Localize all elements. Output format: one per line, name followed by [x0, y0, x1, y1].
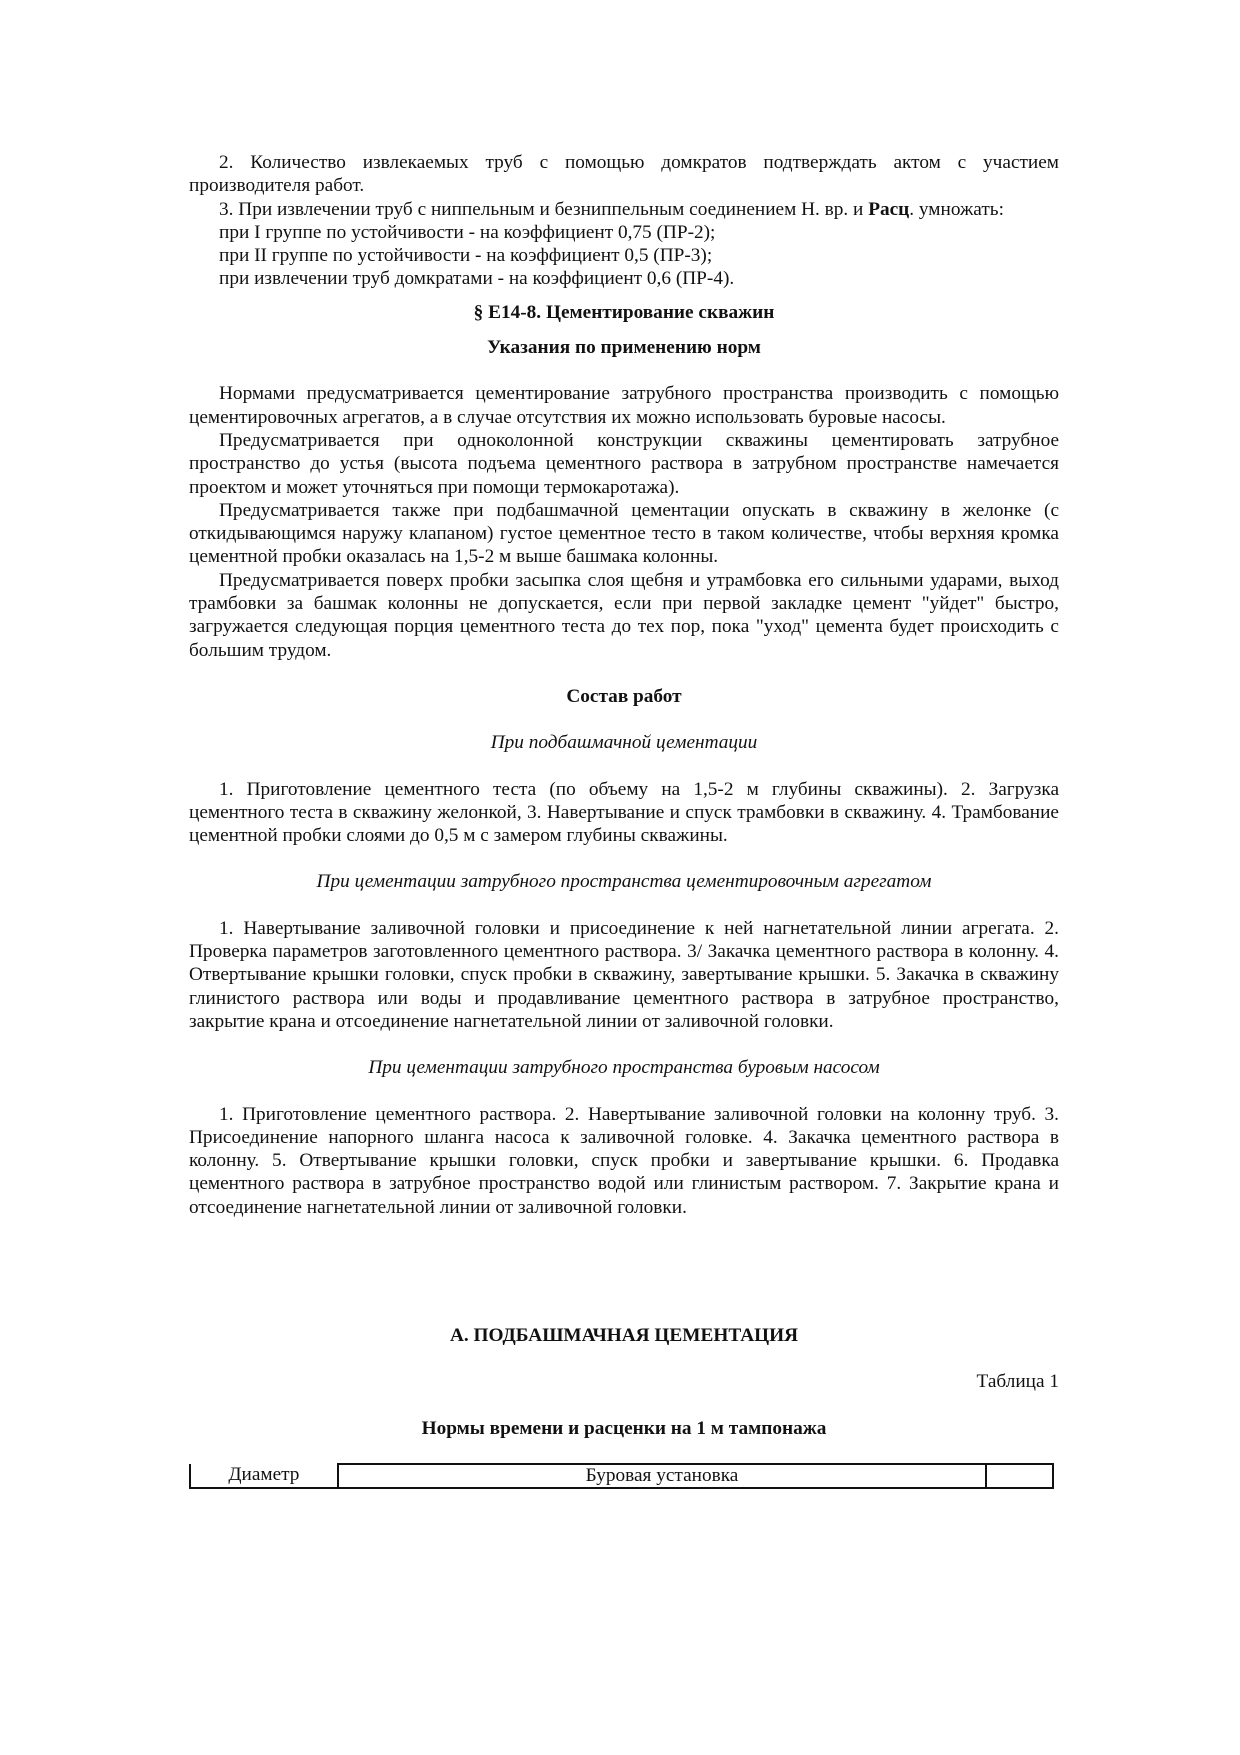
coefficient-item-1: при I группе по устойчивости - на коэффициент 0,75 (ПР-2); — [219, 221, 716, 243]
table-header-empty — [986, 1464, 1053, 1488]
table-header-rig: Буровая установка — [338, 1464, 986, 1488]
paragraph-coefficients — [189, 198, 1059, 221]
table-number: Таблица 1 — [976, 1371, 1059, 1393]
work-title: Состав работ — [566, 685, 682, 707]
guidance-paragraph-2: Предусматривается при одноколонной конструкции скважины цементировать затрубное пространство до устья (высота подъема цементного раствора в затрубном пространстве намечается проектом и может уточняться при помощи термокаротажа). — [189, 429, 1059, 498]
work-subheading-3: При цементации затрубного пространства буровым насосом — [368, 1057, 880, 1079]
section-title: § Е14-8. Цементирование скважин — [473, 301, 775, 323]
coefficient-item-3: при извлечении труб домкратами - на коэффициент 0,6 (ПР-4). — [219, 268, 735, 290]
table-header-row — [190, 1464, 1053, 1488]
table-header-diameter: Диаметр — [190, 1464, 338, 1488]
work-text-1: 1. Приготовление цементного теста (по объему на 1,5-2 м глубины скважины). 2. Загрузка цементного теста в скважину желонкой, 3. Навертывание и спуск трамбовки в скважину. 4. Трамбование цементной пробки слоями до 0,5 м с замером глубины скважины. — [189, 778, 1059, 847]
work-text-3: 1. Приготовление цементного раствора. 2. Навертывание заливочной головки на колонну труб. 3. Присоединение напорного шланга насоса к заливочной головке. 4. Закачка цементного раствора в колонну. 5. Отвертывание крышки головки, спуск пробки и завертывание крышки. 6. Продавка цементного раствора в затрубное пространство водой или глинистым раствором. 7. Закрытие крана и отсоединение нагнетательной линии от заливочной головки. — [189, 1103, 1059, 1218]
part-a-title: А. ПОДБАШМАЧНАЯ ЦЕМЕНТАЦИЯ — [449, 1324, 799, 1346]
work-subheading-2: При цементации затрубного пространства цементировочным агрегатом — [316, 871, 932, 893]
paragraph-pipe-count: 2. Количество извлекаемых труб с помощью домкратов подтверждать актом с участием производителя работ. — [189, 152, 1059, 197]
bold-rasc: Расц — [868, 198, 910, 220]
paragraph-coefficients-tail: . умножать: — [909, 198, 1004, 220]
work-text-2: 1. Навертывание заливочной головки и присоединение к ней нагнетательной линии агрегата. 2. Проверка параметров заготовленного цементного раствора. 3/ Закачка цементного раствора в колонну. 4. Отвертывание крышки головки, спуск пробки в скважину, завертывание крышки. 5. Закачка в скважину глинистого раствора или воды и продавливание цементного раствора в затрубное пространство, закрытие крана и отсоединение нагнетательной линии от заливочной головки. — [189, 917, 1059, 1032]
guidance-paragraph-3: Предусматривается также при подбашмачной цементации опускать в скважину в желонке (с откидывающимся наружу клапаном) густое цементное тесто в таком количестве, чтобы верхняя кромка цементной пробки оказалась на 1,5-2 м выше башмака колонны. — [189, 499, 1059, 568]
guidance-paragraph-4: Предусматривается поверх пробки засыпка слоя щебня и утрамбовка его сильными ударами, выход трамбовки за башмак колонны не допускается, если при первой закладке цемент "уйдет" быстро, загружается следующая порция цементного теста до тех пор, пока "уход" цемента будет происходить с большим трудом. — [189, 569, 1059, 661]
paragraph-coefficients-text: 3. При извлечении труб с ниппельным и безниппельным соединением Н. вр. и — [219, 198, 869, 220]
norms-table — [189, 1463, 1054, 1489]
guidance-title: Указания по применению норм — [487, 337, 761, 359]
document-page — [189, 151, 1059, 1489]
coefficient-item-2: при II группе по устойчивости - на коэффициент 0,5 (ПР-3); — [219, 245, 713, 267]
guidance-paragraph-1: Нормами предусматривается цементирование затрубного пространства производить с помощью цементировочных агрегатов, а в случае отсутствия их можно использовать буровые насосы. — [189, 383, 1059, 428]
table-title: Нормы времени и расценки на 1 м тампонажа — [421, 1417, 827, 1439]
work-subheading-1: При подбашмачной цементации — [490, 732, 758, 754]
